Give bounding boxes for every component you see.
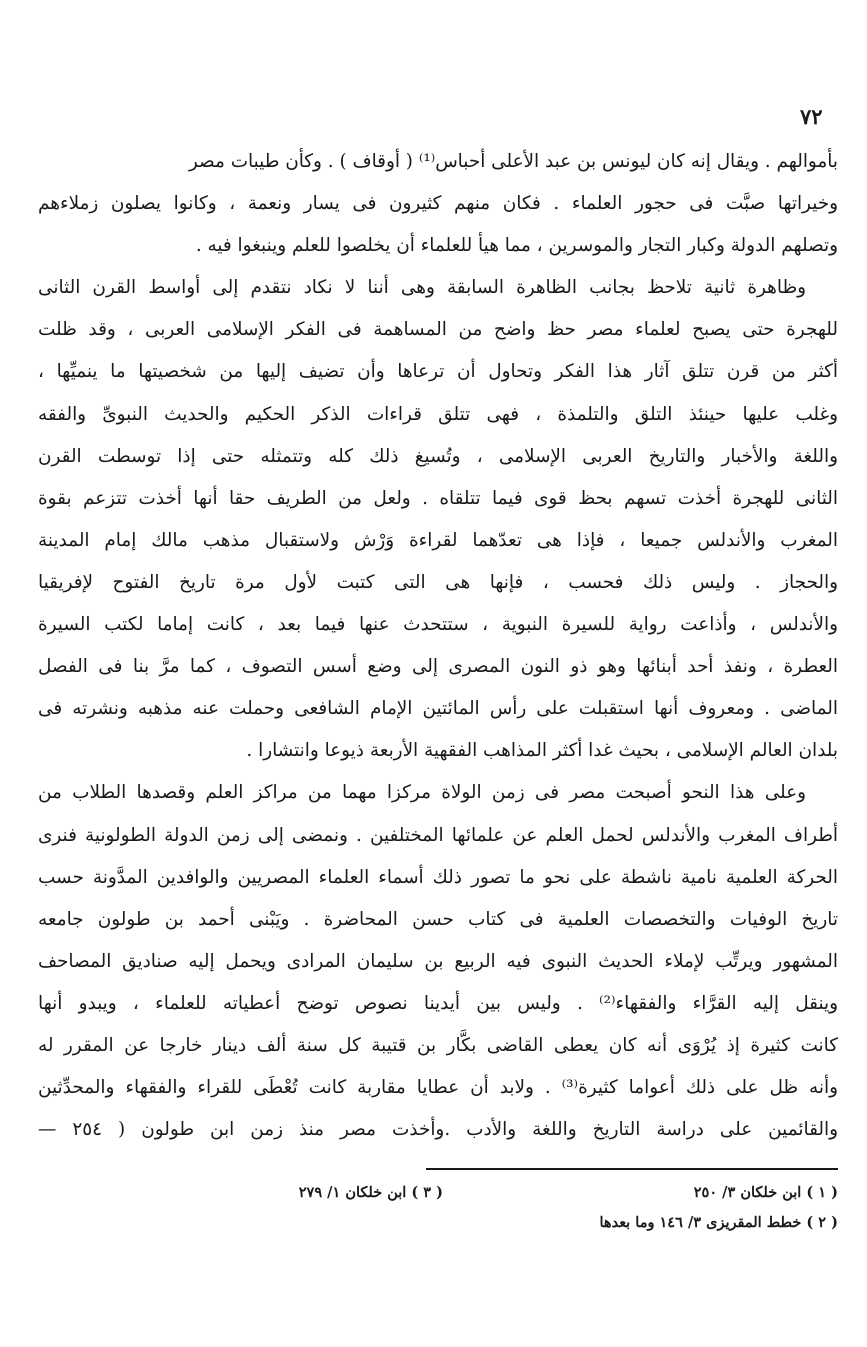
footnote-1: ( ١ ) ابن خلكان ٣/ ٢٥٠ xyxy=(693,1184,838,1201)
text-line: الثانى للهجرة أخذت تسهم بحظ قوى فيما تتلقاه . ولعل من الطريف حقا أنها أخذت تتزعم بقوة xyxy=(38,487,838,509)
text-line: كانت كثيرة إذ يُرْوَى أنه كان يعطى القاضى بكَّار بن قتيبة كل سنة ألف دينار خارجا عن المقرر له xyxy=(38,1034,838,1056)
text-line: وتصلهم الدولة وكبار التجار والموسرين ، مما هيأ للعلماء أن يخلصوا للعلم وينبغوا فيه . xyxy=(195,235,838,257)
page-number: ٧٢ xyxy=(800,104,823,129)
text-line: المشهور ويرتِّب لإملاء الحديث النبوى فيه الربيع بن سليمان المرادى ويحمل إليه صناديق المصاحف xyxy=(38,950,838,972)
text-line: المغرب والأندلس جميعا ، فإذا هى تعدّهما لقراءة وَرْش ولاستقبال مذهب مالك إمام المدينة xyxy=(38,529,838,551)
text-line: بلدان العالم الإسلامى ، بحيث غدا أكثر المذاهب الفقهية الأربعة ذيوعا وانتشارا . xyxy=(246,740,838,762)
text-line: تاريخ الوفيات والتخصصات العلمية فى كتاب حسن المحاضرة . ويَبْنى أحمد بن طولون جامعه xyxy=(38,908,838,930)
text-line: وعلى هذا النحو أصبحت مصر فى زمن الولاة مركزا مهما من مراكز العلم وقصدها الطلاب من xyxy=(38,782,806,804)
text-line: والحجاز . وليس ذلك فحسب ، فإنها هى التى كتبت لأول مرة تاريخ الفتوح لإفريقيا xyxy=(38,571,838,593)
footnote-2: ( ٢ ) خطط المقريزى ٣/ ١٤٦ وما بعدها xyxy=(599,1214,838,1231)
text-line: أطراف المغرب والأندلس لحمل العلم عن علمائها المختلفين . ونمضى إلى زمن الدولة الطولونية فنرى xyxy=(38,824,838,846)
text-line: الماضى . ومعروف أنها استقبلت على رأس المائتين الإمام الشافعى وحملت عنه مذهبه ونشرته فى xyxy=(38,698,838,720)
text-line: وظاهرة ثانية تلاحظ بجانب الظاهرة السابقة وهى أننا لا نكاد نتقدم إلى أواسط القرن الثانى xyxy=(38,277,806,299)
text-line: للهجرة حتى يصبح لعلماء مصر حظ واضح من المساهمة فى الفكر الإسلامى العربى ، وقد ظلت xyxy=(38,319,838,341)
text-line: بأموالهم . ويقال إنه كان ليونس بن عبد الأعلى أحباس⁽¹⁾ ( أوقاف ) . وكأن طيبات مصر xyxy=(188,151,838,172)
text-line: والأندلس ، وأذاعت رواية للسيرة النبوية ، ستتحدث عنها فيما بعد ، كانت إماما لكتب السيرة xyxy=(38,614,838,636)
text-line: أكثر من قرن تتلق آثار هذا الفكر وتحاول أن ترعاها وأن تضيف إليها من شخصيتها ما ينميِّها ، xyxy=(38,361,838,383)
text-line: وأنه ظل على ذلك أعواما كثيرة⁽³⁾ . ولابد أن عطايا مقاربة كانت تُعْطَى للقراء والفقهاء والمحدِّثين xyxy=(38,1077,838,1099)
text-line: واللغة والأخبار والتاريخ العربى الإسلامى ، وتُسيغ ذلك كله وتتمثله حتى إذا توسطت القرن xyxy=(38,445,838,467)
text-line: وخيراتها صبَّت فى حجور العلماء . فكان منهم كثيرون فى يسار ونعمة ، وكانوا يصلون زملاءهم xyxy=(38,193,838,215)
footnote-divider xyxy=(426,1168,838,1170)
text-line: وغلب عليها حينئذ التلق والتلمذة ، فهى تتلق قراءات الذكر الحكيم والحديث النبوىِّ والفقه xyxy=(38,403,838,425)
text-line: والقائمين على دراسة التاريخ واللغة والأدب .وأخذت مصر منذ زمن ابن طولون ( ٢٥٤ — xyxy=(38,1119,838,1141)
text-line: وينقل إليه القرَّاء والفقهاء⁽²⁾ . وليس بين أيدينا نصوص توضح أعطياته للعلماء ، ويبدو أنها xyxy=(38,992,838,1014)
text-line: العطرة ، ونفذ أحد أبنائها وهو ذو النون المصرى إلى وضع أسس التصوف ، كما مرَّ بنا فى الفصل xyxy=(38,656,838,678)
text-line: الحركة العلمية نامية ناشطة على نحو ما تصور ذلك أسماء العلماء المصريين والوافدين المدَّونة حسب xyxy=(38,866,838,888)
body-text xyxy=(38,141,838,1151)
footnote-3: ( ٣ ) ابن خلكان ١/ ٢٧٩ xyxy=(298,1184,443,1201)
